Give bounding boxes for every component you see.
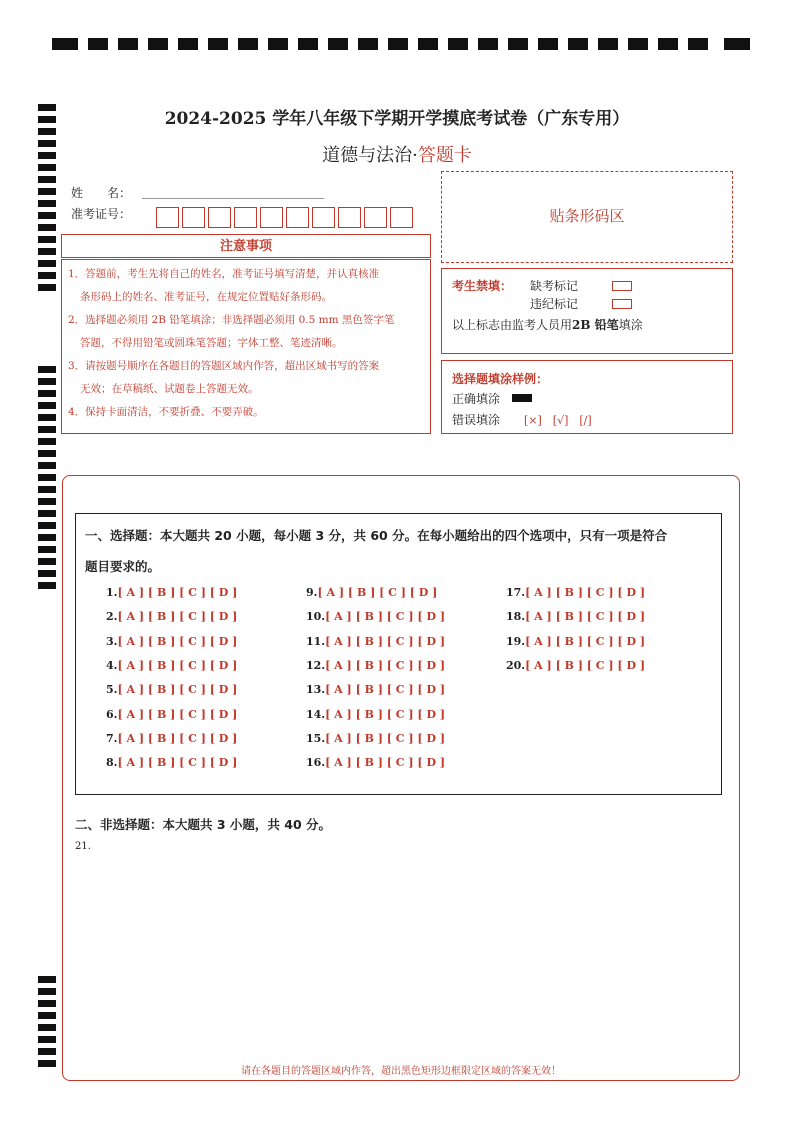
- question-number: 18.: [506, 610, 526, 624]
- id-number-boxes[interactable]: [156, 207, 416, 229]
- question-number: 7.: [106, 731, 118, 745]
- id-digit-box[interactable]: [364, 207, 387, 228]
- timing-mark: [38, 510, 56, 517]
- timing-mark: [38, 534, 56, 541]
- timing-mark: [538, 38, 558, 50]
- question-number: 1.: [106, 586, 118, 599]
- question-18-options[interactable]: [506, 610, 645, 623]
- question-number: 13.: [306, 683, 326, 697]
- question-number: 16.: [306, 756, 326, 770]
- question-14-options[interactable]: [306, 708, 445, 721]
- exam-title: 2024-2025 学年八年级下学期开学摸底考试卷（广东专用）: [164, 109, 630, 129]
- id-digit-box[interactable]: [390, 207, 413, 228]
- wrong-samples: [×] [√] [/]: [524, 414, 592, 427]
- question-number: 15.: [306, 731, 326, 745]
- notice-line: 无效；在草稿纸、试题卷上答题无效。: [80, 383, 259, 395]
- timing-mark: [38, 438, 56, 445]
- timing-mark: [38, 212, 56, 219]
- timing-mark: [38, 1012, 56, 1019]
- option-bubbles[interactable]: [ A ] [ B ] [ C ] [ D ]: [325, 683, 446, 697]
- timing-mark: [38, 128, 56, 135]
- absent-label: 缺考标记: [530, 279, 579, 293]
- timing-mark: [38, 236, 56, 243]
- timing-mark: [38, 402, 56, 409]
- timing-mark: [148, 38, 168, 50]
- timing-mark: [38, 546, 56, 553]
- name-field[interactable]: [142, 198, 324, 199]
- question-8-options[interactable]: [106, 756, 237, 769]
- question-15-options[interactable]: [306, 732, 445, 745]
- timing-mark: [38, 176, 56, 183]
- id-digit-box[interactable]: [234, 207, 257, 228]
- id-label: 准考证号：: [71, 207, 132, 221]
- option-bubbles[interactable]: [ A ] [ B ] [ C ] [ D ]: [525, 658, 646, 672]
- option-bubbles[interactable]: [ A ] [ B ] [ C ] [ D ]: [117, 731, 238, 745]
- name-label: 姓 名：: [71, 186, 132, 200]
- question-2-options[interactable]: [106, 610, 237, 623]
- question-number: 4.: [106, 658, 118, 672]
- question-3-options[interactable]: [106, 635, 237, 648]
- question-number: 2.: [106, 610, 118, 624]
- question-number: 19.: [506, 634, 526, 648]
- question-17-options[interactable]: [506, 586, 645, 599]
- option-bubbles[interactable]: [ A ] [ B ] [ C ] [ D ]: [117, 634, 238, 648]
- option-bubbles[interactable]: [ A ] [ B ] [ C ] [ D ]: [325, 707, 446, 721]
- timing-mark: [38, 558, 56, 565]
- option-bubbles[interactable]: [ A ] [ B ] [ C ] [ D ]: [117, 658, 238, 672]
- timing-mark: [38, 976, 56, 983]
- timing-mark: [118, 38, 138, 50]
- question-21-answer-area[interactable]: [75, 860, 722, 1050]
- question-13-options[interactable]: [306, 683, 445, 696]
- option-bubbles[interactable]: [ A ] [ B ] [ C ] [ D ]: [117, 707, 238, 721]
- id-digit-box[interactable]: [182, 207, 205, 228]
- timing-mark: [268, 38, 288, 50]
- timing-mark: [38, 378, 56, 385]
- question-7-options[interactable]: [106, 732, 237, 745]
- option-bubbles[interactable]: [ A ] [ B ] [ C ] [ D ]: [317, 586, 438, 599]
- question-1-options[interactable]: [106, 586, 237, 599]
- timing-mark: [38, 450, 56, 457]
- option-bubbles[interactable]: [ A ] [ B ] [ C ] [ D ]: [117, 756, 238, 770]
- timing-mark: [688, 38, 708, 50]
- option-bubbles[interactable]: [ A ] [ B ] [ C ] [ D ]: [117, 683, 238, 697]
- notice-line: 1．答题前，考生先将自己的姓名，准考证号填写清楚，并认真核准: [68, 268, 380, 280]
- timing-mark: [38, 486, 56, 493]
- timing-mark: [38, 188, 56, 195]
- timing-mark: [38, 474, 56, 481]
- id-digit-box[interactable]: [286, 207, 309, 228]
- question-number: 17.: [506, 586, 526, 599]
- timing-mark: [38, 498, 56, 505]
- timing-mark: [478, 38, 498, 50]
- option-bubbles[interactable]: [ A ] [ B ] [ C ] [ D ]: [525, 586, 646, 599]
- timing-mark: [38, 260, 56, 267]
- question-number: 9.: [306, 586, 318, 599]
- timing-mark: [38, 1036, 56, 1043]
- timing-mark: [38, 284, 56, 291]
- option-bubbles[interactable]: [ A ] [ B ] [ C ] [ D ]: [117, 610, 238, 624]
- wrong-label: 错误填涂: [452, 413, 501, 427]
- question-9-options[interactable]: [306, 586, 437, 599]
- top-timing-marks: [52, 38, 750, 52]
- timing-mark: [38, 414, 56, 421]
- id-digit-box[interactable]: [260, 207, 283, 228]
- correct-fill-sample: [512, 394, 532, 402]
- timing-mark: [38, 1024, 56, 1031]
- question-19-options[interactable]: [506, 635, 645, 648]
- question-12-options[interactable]: [306, 659, 445, 672]
- option-bubbles[interactable]: [ A ] [ B ] [ C ] [ D ]: [525, 634, 646, 648]
- timing-mark: [38, 582, 56, 589]
- notice-line: 2．选择题必须用 2B 铅笔填涂；非选择题必须用 0.5 mm 黑色签字笔: [68, 314, 395, 326]
- question-number: 3.: [106, 634, 118, 648]
- option-bubbles[interactable]: [ A ] [ B ] [ C ] [ D ]: [325, 658, 446, 672]
- question-20-options[interactable]: [506, 659, 645, 672]
- timing-mark: [628, 38, 648, 50]
- forbid-label: 考生禁填：: [452, 279, 513, 293]
- question-4-options[interactable]: [106, 659, 237, 672]
- question-number: 12.: [306, 658, 326, 672]
- timing-mark: [38, 272, 56, 279]
- timing-mark: [358, 38, 378, 50]
- section1-title-cont: 题目要求的。: [85, 559, 161, 574]
- option-bubbles[interactable]: [ A ] [ B ] [ C ] [ D ]: [325, 731, 446, 745]
- question-16-options[interactable]: [306, 756, 445, 769]
- timing-mark: [38, 366, 56, 373]
- question-6-options[interactable]: [106, 708, 237, 721]
- timing-mark: [38, 248, 56, 255]
- id-digit-box[interactable]: [312, 207, 335, 228]
- barcode-area[interactable]: 贴条形码区: [441, 171, 733, 263]
- question-5-options[interactable]: [106, 683, 237, 696]
- forbid-note: 以上标志由监考人员用2B 铅笔填涂: [452, 318, 643, 332]
- timing-mark: [418, 38, 438, 50]
- option-bubbles[interactable]: [ A ] [ B ] [ C ] [ D ]: [525, 610, 646, 624]
- timing-mark: [658, 38, 678, 50]
- question-number: 14.: [306, 707, 326, 721]
- question-11-options[interactable]: [306, 635, 445, 648]
- option-bubbles[interactable]: [ A ] [ B ] [ C ] [ D ]: [117, 586, 238, 599]
- question-number: 11.: [306, 634, 326, 648]
- option-bubbles[interactable]: [ A ] [ B ] [ C ] [ D ]: [325, 610, 446, 624]
- question-number: 8.: [106, 756, 118, 770]
- timing-mark: [38, 462, 56, 469]
- timing-mark: [38, 390, 56, 397]
- sample-box: [441, 360, 733, 434]
- notice-line: 3．请按题号顺序在各题目的答题区域内作答，超出区域书写的答案: [68, 360, 380, 372]
- option-bubbles[interactable]: [ A ] [ B ] [ C ] [ D ]: [325, 756, 446, 770]
- absent-mark[interactable]: [612, 281, 632, 291]
- section2-title: 二、非选择题：本大题共 3 小题，共 40 分。: [75, 817, 332, 832]
- timing-mark: [598, 38, 618, 50]
- question-number: 5.: [106, 683, 118, 697]
- violation-label: 违纪标记: [530, 297, 579, 311]
- id-digit-box[interactable]: [156, 207, 179, 228]
- timing-mark: [208, 38, 228, 50]
- violation-mark[interactable]: [612, 299, 632, 309]
- question-number: 6.: [106, 707, 118, 721]
- timing-mark: [388, 38, 408, 50]
- question-number: 20.: [506, 658, 526, 672]
- correct-label: 正确填涂: [452, 392, 501, 406]
- timing-mark: [238, 38, 258, 50]
- question-number: 10.: [306, 610, 326, 624]
- id-digit-box[interactable]: [208, 207, 231, 228]
- notice-line: 条形码上的姓名、准考证号，在规定位置贴好条形码。: [80, 291, 332, 303]
- forbid-box: [441, 268, 733, 354]
- timing-mark: [38, 426, 56, 433]
- timing-mark: [724, 38, 750, 50]
- timing-mark: [88, 38, 108, 50]
- timing-mark: [38, 1060, 56, 1067]
- question-21-label: 21.: [75, 841, 91, 852]
- notice-heading: 注意事项: [61, 234, 431, 258]
- timing-mark: [38, 988, 56, 995]
- section1-title: 一、选择题：本大题共 20 小题，每小题 3 分，共 60 分。在每小题给出的四个选项中，只有一项是符合: [85, 528, 668, 543]
- notice-box: [61, 259, 431, 434]
- notice-line: 4．保持卡面清洁，不要折叠、不要弄破。: [68, 406, 264, 418]
- timing-mark: [38, 200, 56, 207]
- sample-label: 选择题填涂样例：: [452, 372, 549, 386]
- timing-mark: [178, 38, 198, 50]
- timing-mark: [508, 38, 528, 50]
- timing-mark: [38, 224, 56, 231]
- exam-subtitle: 道德与法治·答题卡: [322, 145, 472, 166]
- footer-note: 请在各题目的答题区域内作答，超出黑色矩形边框限定区域的答案无效！: [241, 1066, 561, 1077]
- timing-mark: [38, 522, 56, 529]
- timing-mark: [38, 1048, 56, 1055]
- timing-mark: [298, 38, 318, 50]
- timing-mark: [568, 38, 588, 50]
- timing-mark: [448, 38, 468, 50]
- id-digit-box[interactable]: [338, 207, 361, 228]
- timing-mark: [38, 570, 56, 577]
- timing-mark: [328, 38, 348, 50]
- question-10-options[interactable]: [306, 610, 445, 623]
- timing-mark: [38, 1000, 56, 1007]
- left-timing-marks: [0, 0, 60, 1123]
- notice-line: 答题，不得用铅笔或圆珠笔答题；字体工整、笔迹清晰。: [80, 337, 343, 349]
- option-bubbles[interactable]: [ A ] [ B ] [ C ] [ D ]: [325, 634, 446, 648]
- choice-section: [75, 513, 722, 795]
